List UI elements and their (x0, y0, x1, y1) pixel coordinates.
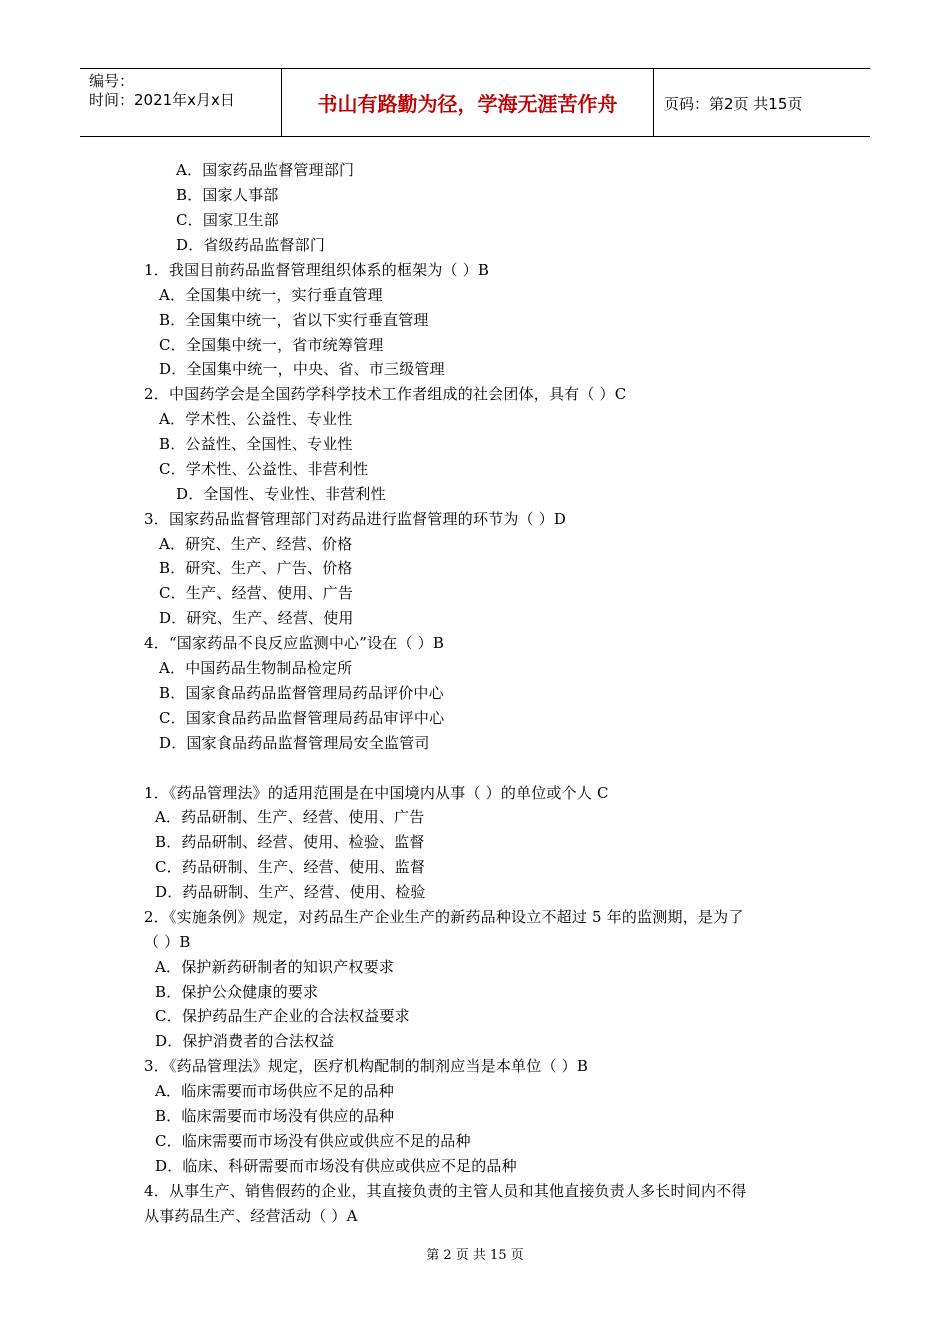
header-meta-cell (80, 69, 282, 136)
option-line: A．中国药品生物制品检定所 (159, 659, 353, 677)
question-line: 4．从事生产、销售假药的企业，其直接负责的主管人员和其他直接负责人多长时间内不得 (144, 1182, 747, 1200)
serial-label: 编号： (89, 72, 135, 90)
page-code: 页码：第2页 共15页 (664, 95, 803, 113)
question-line: 3．国家药品监督管理部门对药品进行监督管理的环节为（ ）D (144, 510, 567, 528)
option-line: A．国家药品监督管理部门 (176, 161, 355, 179)
question-line-continued: （ ）B (144, 933, 191, 951)
option-line: A．学术性、公益性、专业性 (159, 410, 353, 428)
motto-text: 书山有路勤为径，学海无涯苦作舟 (317, 92, 618, 116)
option-line: D．临床、科研需要而市场没有供应或供应不足的品种 (155, 1157, 517, 1175)
question-line-continued: 从事药品生产、经营活动（ ）A (144, 1207, 358, 1225)
option-line: A．药品研制、生产、经营、使用、广告 (155, 808, 425, 826)
option-line: B．保护公众健康的要求 (155, 983, 319, 1001)
option-line: B．公益性、全国性、专业性 (159, 435, 353, 453)
option-line: A．临床需要而市场供应不足的品种 (155, 1082, 395, 1100)
question-line: 1．《药品管理法》的适用范围是在中国境内从事（ ）的单位或个人 C (144, 784, 609, 802)
header-motto-cell (282, 69, 654, 136)
option-line: C．学术性、公益性、非营利性 (159, 460, 369, 478)
option-line: B．全国集中统一，省以下实行垂直管理 (159, 311, 429, 329)
question-line: 1．我国目前药品监督管理组织体系的框架为（ ）B (144, 261, 490, 279)
option-line: C．国家食品药品监督管理局药品审评中心 (159, 709, 445, 727)
question-line: 2．《实施条例》规定，对药品生产企业生产的新药品种设立不超过 5 年的监测期，是为了 (144, 908, 744, 926)
option-line: C．生产、经营、使用、广告 (159, 584, 354, 602)
option-line: D．省级药品监督部门 (176, 236, 326, 254)
option-line: B．国家食品药品监督管理局药品评价中心 (159, 684, 444, 702)
page-footer: 第 2 页 共 15 页 (426, 1248, 524, 1263)
question-line: 4．“国家药品不良反应监测中心”设在（ ）B (144, 634, 445, 652)
option-line: D．保护消费者的合法权益 (155, 1032, 335, 1050)
option-line: D．全国性、专业性、非营利性 (176, 485, 386, 503)
option-line: C．药品研制、生产、经营、使用、监督 (155, 858, 426, 876)
option-line: D．研究、生产、经营、使用 (159, 609, 354, 627)
option-line: B．药品研制、经营、使用、检验、监督 (155, 833, 425, 851)
option-line: C．国家卫生部 (176, 211, 279, 229)
option-line: A．全国集中统一，实行垂直管理 (159, 286, 383, 304)
header-page-cell (654, 69, 870, 136)
option-line: A．保护新药研制者的知识产权要求 (155, 958, 395, 976)
option-line: B．国家人事部 (176, 186, 279, 204)
page-header (80, 68, 870, 137)
option-line: B．临床需要而市场没有供应的品种 (155, 1107, 395, 1125)
question-line: 3．《药品管理法》规定，医疗机构配制的制剂应当是本单位（ ）B (144, 1057, 589, 1075)
option-line: D．药品研制、生产、经营、使用、检验 (155, 883, 426, 901)
option-line: C．临床需要而市场没有供应或供应不足的品种 (155, 1132, 471, 1150)
option-line: A．研究、生产、经营、价格 (159, 535, 353, 553)
option-line: B．研究、生产、广告、价格 (159, 559, 353, 577)
option-line: C．全国集中统一，省市统筹管理 (159, 336, 384, 354)
option-line: D．全国集中统一，中央、省、市三级管理 (159, 360, 445, 378)
date-text: 时间：2021年x月x日 (89, 91, 235, 109)
option-line: D．国家食品药品监督管理局安全监管司 (159, 734, 430, 752)
question-line: 2．中国药学会是全国药学科学技术工作者组成的社会团体，具有（ ）C (144, 385, 627, 403)
option-line: C．保护药品生产企业的合法权益要求 (155, 1007, 410, 1025)
